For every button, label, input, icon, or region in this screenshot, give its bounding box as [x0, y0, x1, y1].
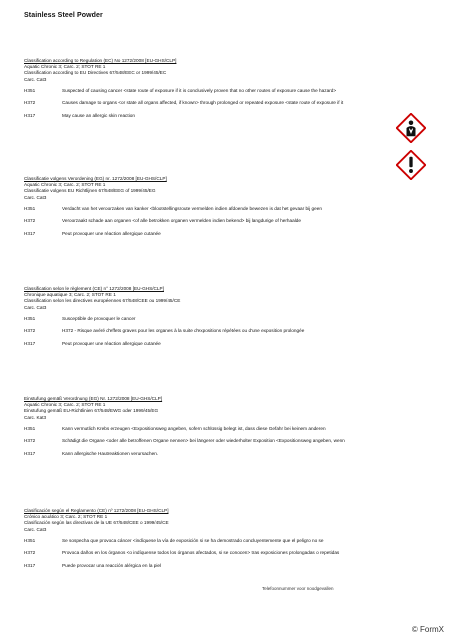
hazard-row: [24, 206, 424, 212]
directive-heading: Classification selon les directives européennes 67/548/CEE ou 1999/45/CE: [24, 298, 181, 304]
directive-class: Carc. Cat3: [24, 526, 47, 532]
classification-codes: Crónico acuático 3; Carc. 2; STOT RE 1: [24, 514, 108, 520]
directive-heading: Clasificación según las directivas de la UE 67/548/CEE o 1999/45/CE: [24, 520, 169, 526]
health-hazard-icon: [396, 113, 426, 143]
hazard-statement: Veroorzaakt schade aan organen <of alle betrokken organen vermelden indien bekend> bij langdurige of herhaalde: [62, 218, 301, 224]
section-nl: [24, 176, 424, 243]
hazard-row: [24, 563, 424, 569]
hazard-row: [24, 426, 424, 432]
hazard-code: H317: [24, 450, 36, 456]
section-de: [24, 396, 424, 463]
classification-codes: Aquatic Chronic 3; Carc. 2; STOT RE 1: [24, 64, 106, 70]
hazard-code: H351: [24, 537, 36, 543]
brand-watermark: © FormX: [411, 625, 444, 634]
classification-codes: Chronique aquatique 3; Carc. 2; STOT RE 1: [24, 292, 116, 298]
classification-heading: Clasificación según el Reglamento (CE) nº 1272/2008 [EU-GHS/CLP]: [24, 508, 169, 513]
hazard-code: H372: [24, 218, 36, 224]
hazard-code: H317: [24, 562, 36, 568]
directive-heading: Classificatie volgens EU Richtlijnen 67/548/EEG of 1999/45/EG: [24, 188, 156, 194]
hazard-row: [24, 218, 424, 224]
hazard-row: [24, 316, 424, 322]
hazard-statement: Verdacht van het veroorzaken van kanker <blootstellingsroute vermelden indien afdoende bewezen is dat het gevaar bij geen: [62, 205, 322, 211]
classification-heading: Classification selon le règlement (CE) n° 1272/2008 [EU-GHS/CLP]: [24, 286, 164, 291]
hazard-statement: Peut provoquer une réaction allergique cutanée: [62, 340, 161, 346]
classification-codes: Aquatic Chronic 3; Carc. 2; STOT RE 1: [24, 182, 106, 188]
directive-heading: Classification according to EU Directives 67/548/EEC or 1999/45/EC: [24, 70, 167, 76]
hazard-code: H372: [24, 100, 36, 106]
hazard-statement: Puede provocar una reacción alérgica en la piel: [62, 562, 162, 568]
directive-class: Carc. Kat3: [24, 414, 47, 420]
hazard-code: H351: [24, 315, 36, 321]
hazard-statement: Schädigt die Organe <oder alle betroffenen Organe nennen> bei längerer oder wiederholter Exposition <Expositionsweg angeben, wenn: [62, 438, 345, 444]
hazard-code: H351: [24, 205, 36, 211]
directive-class: Carc. Cat3: [24, 194, 47, 200]
section-en: [24, 58, 424, 125]
hazard-row: [24, 88, 424, 94]
hazard-statement: Kann vermutlich Krebs erzeugen <Expositionsweg angeben, sofern schlüssig belegt ist, dass diese Gefahr bei keinem anderen: [62, 425, 326, 431]
hazard-code: H317: [24, 230, 36, 236]
hazard-code: H372: [24, 328, 36, 334]
hazard-row: [24, 231, 424, 237]
classification-heading: Einstufung gemäß Verordnung (EG) Nr. 1272/2008 [EU-GHS/CLP]: [24, 396, 163, 401]
section-es: [24, 508, 424, 575]
hazard-code: H351: [24, 425, 36, 431]
hazard-code: H317: [24, 112, 36, 118]
section-fr: [24, 286, 424, 353]
classification-codes: Aquatic Chronic 3; Carc. 2; STOT RE 1: [24, 402, 106, 408]
hazard-row: [24, 538, 424, 544]
directive-heading: Einstufung gemäß EU-Richtlinien 67/548/EWG oder 1999/45/EG: [24, 408, 159, 414]
hazard-statement: Se sospecha que provoca cáncer <indíquese la vía de exposición si se ha demostrado concluyentemente que el peligro no se: [62, 537, 324, 543]
hazard-statement: May cause an allergic skin reaction: [62, 112, 135, 118]
hazard-code: H351: [24, 87, 36, 93]
hazard-statement: Provoca daños en los órganos <o indíquense todos los órganos afectados, si se conocen> tras exposiciones prolongadas o repetidas: [62, 550, 340, 556]
directive-class: Carc. Cat3: [24, 304, 47, 310]
hazard-row: [24, 550, 424, 556]
hazard-statement: Kann allergische Hautreaktionen verursachen.: [62, 450, 159, 456]
hazard-code: H372: [24, 438, 36, 444]
classification-heading: Classification according to Regulation (EC) No 1272/2008 [EU-GHS/CLP]: [24, 58, 177, 63]
hazard-code: H372: [24, 550, 36, 556]
classification-heading: Classificatie volgens Verordening (EG) nr. 1272/2008 [EU-GHS/CLP]: [24, 176, 167, 181]
hazard-row: [24, 451, 424, 457]
directive-class: Carc. Cat3: [24, 76, 47, 82]
hazard-row: [24, 438, 424, 444]
hazard-row: [24, 100, 424, 106]
hazard-statement: Causes damage to organs <or state all organs affected, if known> through prolonged or repeated exposure <state route of exposure if it: [62, 100, 344, 106]
emergency-phone-label: Telefoonnummer voor noodgevallen: [262, 586, 334, 591]
hazard-row: [24, 341, 424, 347]
document-title: Stainless Steel Powder: [24, 12, 103, 19]
hazard-statement: Suspected of causing cancer <state route of exposure if it is conclusively proven that no other routes of exposure cause the hazard>: [62, 87, 337, 93]
hazard-statement: Peut provoquer une réaction allergique cutanée: [62, 230, 161, 236]
hazard-statement: H372 - Risque avéré d'effets graves pour les organes à la suite d'expositions répétées ou d'une exposition prolongée: [62, 328, 305, 334]
hazard-code: H317: [24, 340, 36, 346]
hazard-row: [24, 328, 424, 334]
hazard-statement: Susceptible de provoquer le cancer: [62, 315, 136, 321]
hazard-row: [24, 113, 424, 119]
